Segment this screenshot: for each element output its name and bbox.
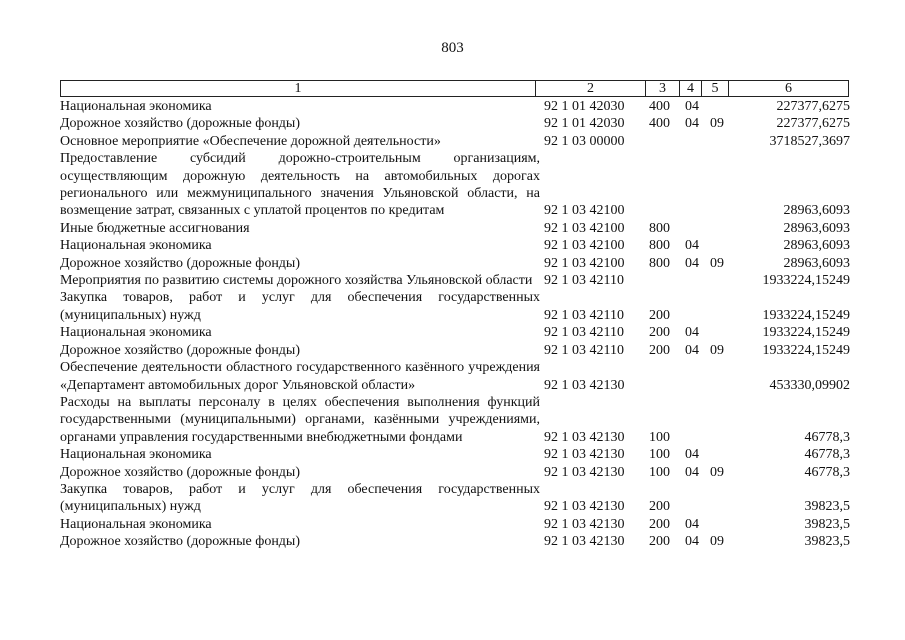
row-code: 92 1 03 42130 [544, 464, 625, 480]
row-amount: 227377,6275 [776, 99, 850, 114]
table-row [60, 98, 850, 115]
row-expense-type: 200 [649, 342, 670, 358]
column-header-5: 5 [702, 81, 729, 97]
row-name: Расходы на выплаты персоналу в целях обеспечения выполнения функций государственными (муниципальными) органами, казёнными учреждениями, органами управления государственными внебюджетными фондами [60, 394, 540, 445]
row-subsection: 09 [710, 464, 724, 480]
row-subsection: 09 [710, 342, 724, 358]
row-code: 92 1 03 42110 [544, 325, 624, 341]
table-row [60, 133, 850, 150]
table-row [60, 446, 850, 463]
table-row [60, 481, 850, 516]
row-subsection: 09 [710, 534, 724, 550]
row-code: 92 1 03 42130 [544, 429, 625, 445]
column-header-table [60, 80, 849, 97]
table-row [60, 516, 850, 533]
column-header-6: 6 [729, 81, 849, 97]
row-section: 04 [685, 238, 699, 254]
column-header-2: 2 [536, 81, 646, 97]
table-row [60, 324, 850, 341]
row-name: Национальная экономика [60, 516, 212, 532]
row-expense-type: 200 [649, 499, 670, 515]
row-amount: 1933224,15249 [762, 307, 850, 323]
row-amount: 39823,5 [804, 499, 850, 515]
row-name: Обеспечение деятельности областного государственного казённого учреждения «Департамент автомобильных дорог Ульяновской области» [60, 360, 540, 393]
row-name: Мероприятия по развитию системы дорожного хозяйства Ульяновской области [60, 273, 533, 289]
row-code: 92 1 01 42030 [544, 116, 625, 132]
budget-table-body [60, 98, 850, 551]
row-code: 92 1 03 42100 [544, 220, 625, 236]
row-section: 04 [685, 342, 699, 358]
row-section: 04 [685, 447, 699, 463]
row-amount: 28963,6093 [783, 255, 850, 271]
row-code: 92 1 03 42100 [544, 238, 625, 254]
row-amount: 3718527,3697 [769, 133, 850, 149]
row-code: 92 1 03 42130 [544, 516, 625, 532]
row-name: Закупка товаров, работ и услуг для обеспечения государственных (муниципальных) нужд [60, 290, 540, 323]
row-amount: 1933224,15249 [762, 273, 850, 289]
row-expense-type: 100 [649, 429, 670, 445]
table-row [60, 255, 850, 272]
row-amount: 453330,09902 [769, 377, 850, 393]
row-expense-type: 200 [649, 534, 670, 550]
row-amount: 39823,5 [804, 534, 850, 550]
row-expense-type: 800 [649, 220, 670, 236]
row-name: Закупка товаров, работ и услуг для обеспечения государственных (муниципальных) нужд [60, 481, 540, 515]
row-name: Дорожное хозяйство (дорожные фонды) [60, 116, 301, 132]
row-name: Дорожное хозяйство (дорожные фонды) [60, 464, 301, 480]
row-code: 92 1 03 42130 [544, 499, 625, 515]
row-code: 92 1 03 42130 [544, 447, 625, 463]
row-name: Национальная экономика [60, 99, 212, 114]
row-expense-type: 200 [649, 307, 670, 323]
table-row [60, 220, 850, 237]
page-number: 803 [441, 40, 464, 56]
row-amount: 39823,5 [804, 516, 850, 532]
row-name: Предоставление субсидий дорожно-строительным организациям, осуществляющим дорожную деятельность на автомобильных дорогах регионального или межмуниципального значения Ульяновской области, на возмещение затрат, связанных с уплатой процентов по кредитам [60, 151, 540, 219]
row-code: 92 1 03 42100 [544, 255, 625, 271]
table-row [60, 150, 850, 220]
row-amount: 28963,6093 [783, 220, 850, 236]
row-expense-type: 200 [649, 516, 670, 532]
table-row [60, 115, 850, 132]
row-expense-type: 100 [649, 447, 670, 463]
table-row [60, 394, 850, 446]
row-amount: 1933224,15249 [762, 342, 850, 358]
row-code: 92 1 03 42130 [544, 534, 625, 550]
row-amount: 28963,6093 [783, 238, 850, 254]
row-code: 92 1 03 00000 [544, 133, 625, 149]
row-subsection: 09 [710, 116, 724, 132]
table-row [60, 533, 850, 550]
table-row [60, 359, 850, 394]
row-code: 92 1 01 42030 [544, 99, 625, 114]
row-expense-type: 800 [649, 255, 670, 271]
table-row [60, 272, 850, 289]
row-section: 04 [685, 325, 699, 341]
row-section: 04 [685, 255, 699, 271]
row-name: Иные бюджетные ассигнования [60, 220, 250, 236]
table-row [60, 289, 850, 324]
row-amount: 1933224,15249 [762, 325, 850, 341]
row-name: Дорожное хозяйство (дорожные фонды) [60, 255, 301, 271]
row-amount: 28963,6093 [783, 203, 850, 219]
column-header-row [61, 81, 849, 97]
row-name: Национальная экономика [60, 238, 212, 254]
row-amount: 46778,3 [804, 464, 850, 480]
row-code: 92 1 03 42110 [544, 342, 624, 358]
row-section: 04 [685, 534, 699, 550]
row-expense-type: 400 [649, 99, 670, 114]
table-row [60, 237, 850, 254]
table-row [60, 342, 850, 359]
row-expense-type: 100 [649, 464, 670, 480]
row-amount: 46778,3 [804, 429, 850, 445]
row-amount: 227377,6275 [776, 116, 850, 132]
row-amount: 46778,3 [804, 447, 850, 463]
column-header-1: 1 [61, 81, 536, 97]
column-header-3: 3 [646, 81, 680, 97]
table-row [60, 464, 850, 481]
row-section: 04 [685, 99, 699, 114]
column-header-4: 4 [680, 81, 702, 97]
row-expense-type: 800 [649, 238, 670, 254]
row-name: Основное мероприятие «Обеспечение дорожной деятельности» [60, 133, 441, 149]
row-code: 92 1 03 42100 [544, 203, 625, 219]
row-name: Национальная экономика [60, 447, 212, 463]
row-code: 92 1 03 42110 [544, 307, 624, 323]
row-expense-type: 400 [649, 116, 670, 132]
row-name: Дорожное хозяйство (дорожные фонды) [60, 534, 301, 550]
row-section: 04 [685, 116, 699, 132]
row-section: 04 [685, 516, 699, 532]
row-section: 04 [685, 464, 699, 480]
row-name: Дорожное хозяйство (дорожные фонды) [60, 342, 301, 358]
row-name: Национальная экономика [60, 325, 212, 341]
row-expense-type: 200 [649, 325, 670, 341]
row-code: 92 1 03 42130 [544, 377, 625, 393]
row-subsection: 09 [710, 255, 724, 271]
row-code: 92 1 03 42110 [544, 273, 624, 289]
